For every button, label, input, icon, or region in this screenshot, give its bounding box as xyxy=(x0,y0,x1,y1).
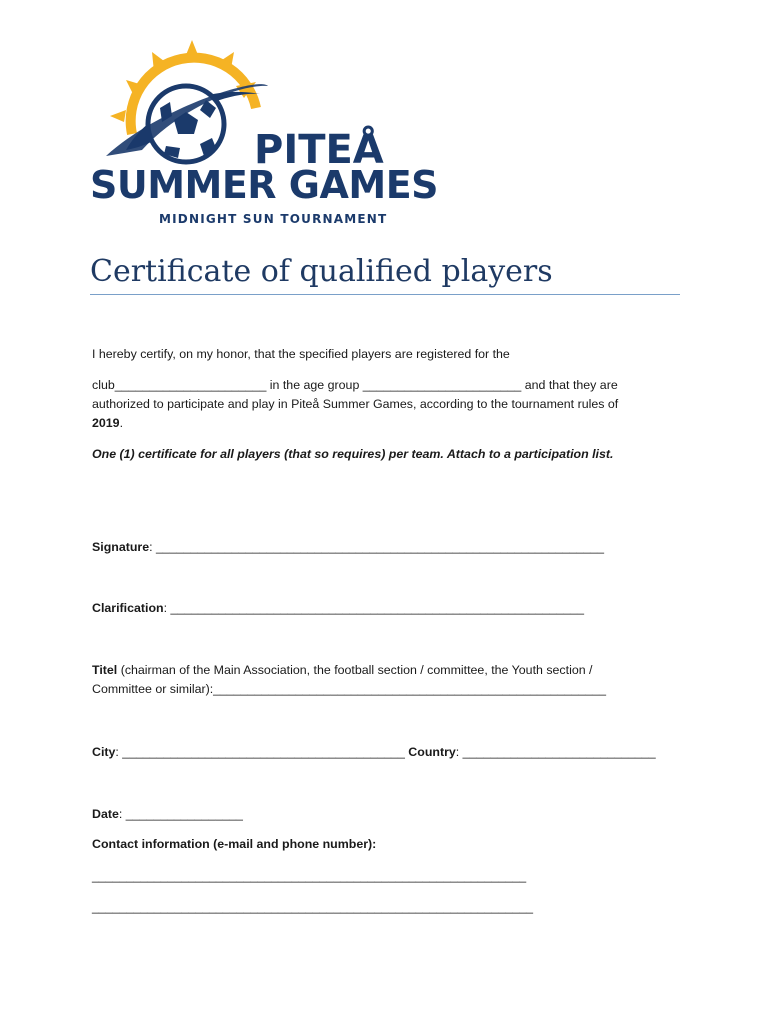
country-line: : ____________________________ xyxy=(455,745,656,759)
signature-line: : _________________________________________________________________ xyxy=(149,540,604,554)
year-line xyxy=(92,414,123,433)
club-age-group-line: club______________________ in the age group _______________________ and that they are xyxy=(92,378,618,392)
city-label: City xyxy=(92,745,116,759)
authorization-text: authorized to participate and play in Piteå Summer Games, according to the tournament rules of xyxy=(92,397,619,411)
contact-line-1: _______________________________________________________________ xyxy=(92,869,527,883)
titel-field xyxy=(92,661,593,680)
logo-text-pitea: PITEÅ xyxy=(254,127,384,173)
signature-label: Signature xyxy=(92,540,150,554)
year-value: 2019 xyxy=(92,416,120,430)
year-suffix: . xyxy=(119,416,124,430)
signature-field xyxy=(92,538,604,557)
country-label: Country xyxy=(408,745,456,759)
clarification-field xyxy=(92,599,584,618)
date-field xyxy=(92,805,243,824)
date-line: : _________________ xyxy=(118,807,243,821)
date-label: Date xyxy=(92,807,119,821)
clarification-label: Clarification xyxy=(92,601,164,615)
titel-line: Committee or similar):_________________________________________________________ xyxy=(92,682,606,696)
logo-text-tagline: MIDNIGHT SUN TOURNAMENT xyxy=(159,212,388,226)
intro-text: I hereby certify, on my honor, that the specified players are registered for the xyxy=(92,347,510,361)
contact-label: Contact information (e-mail and phone number): xyxy=(92,837,377,851)
instruction-note: One (1) certificate for all players (that so requires) per team. Attach to a participation list. xyxy=(92,447,614,461)
city-country-field xyxy=(92,743,656,762)
pitea-summer-games-logo xyxy=(88,38,448,230)
titel-description: (chairman of the Main Association, the football section / committee, the Youth section / xyxy=(117,663,593,677)
clarification-line: : ____________________________________________________________ xyxy=(163,601,584,615)
city-line: : _________________________________________ xyxy=(115,745,409,759)
logo-text-summer-games: SUMMER GAMES xyxy=(90,163,439,207)
contact-line-2: ________________________________________________________________ xyxy=(92,900,534,914)
titel-label: Titel xyxy=(92,663,118,677)
page-title: Certificate of qualified players xyxy=(90,254,680,295)
